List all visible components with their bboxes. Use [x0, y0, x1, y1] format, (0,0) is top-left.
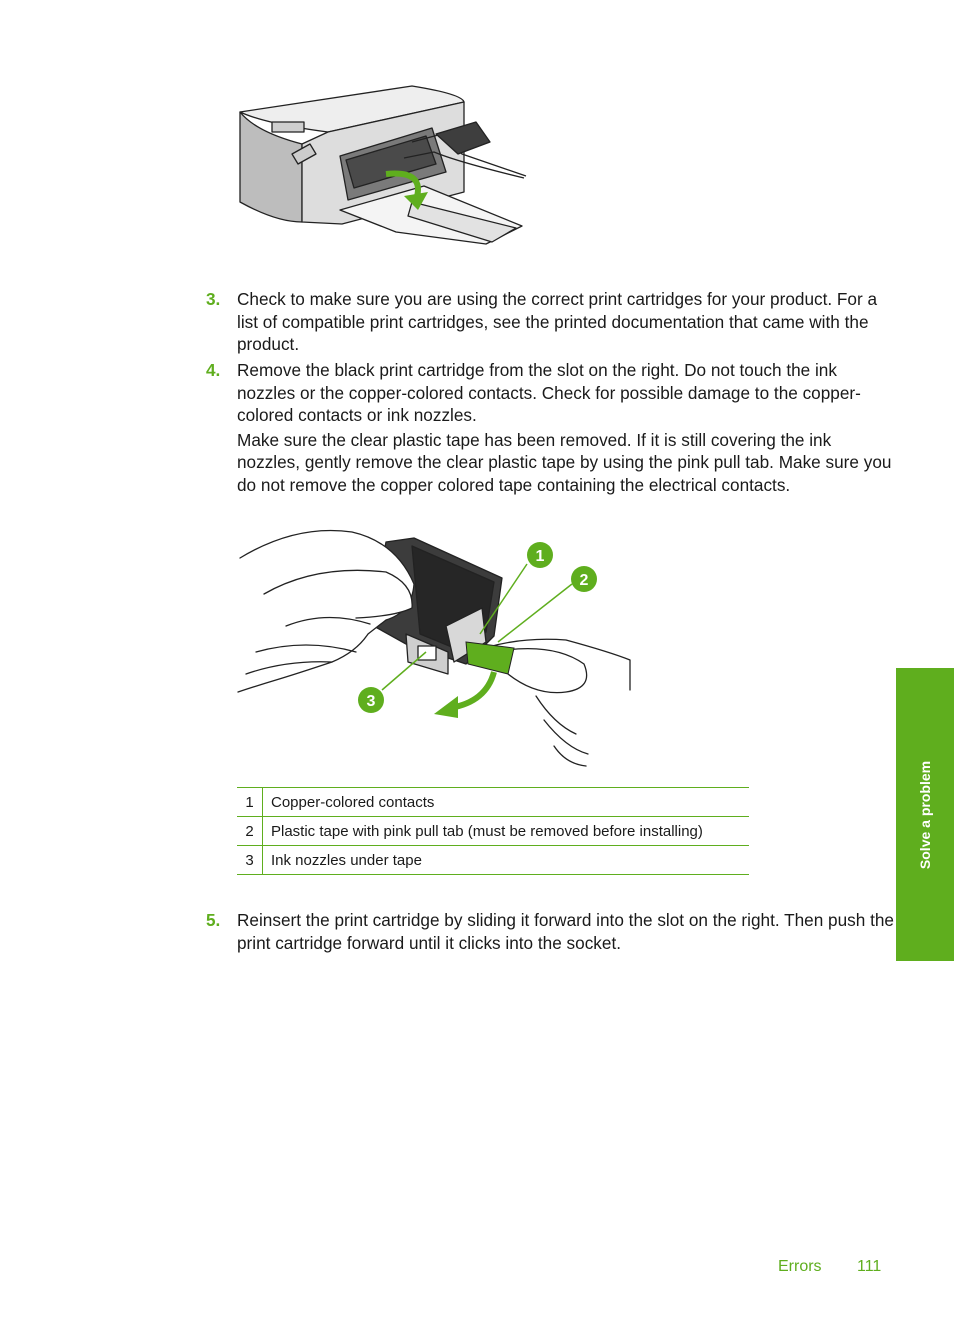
footer-page-number: 111: [857, 1258, 882, 1275]
step-4: [206, 359, 896, 496]
step-text: Make sure the clear plastic tape has been removed. If it is still covering the ink nozzles, gently remove the clear plastic tape by using the pink pull tab. Make sure you do not remove the copper colored tape containing the electrical contacts.: [237, 429, 892, 495]
callout-3: [358, 687, 384, 713]
legend-number: 3: [237, 846, 263, 875]
callout-number: 3: [366, 693, 376, 710]
table-row: [237, 846, 749, 875]
step-number: 4.: [206, 360, 221, 380]
step-text: Remove the black print cartridge from the slot on the right. Do not touch the ink nozzles or the copper-colored contacts. Check for possible damage to the copper-colored contacts or ink nozzles.: [237, 360, 861, 425]
printer-illustration: [236, 82, 528, 252]
callout-1: [527, 542, 553, 568]
callout-number: 2: [579, 572, 589, 589]
chapter-side-tab: [896, 668, 954, 961]
step-3: [206, 288, 896, 356]
legend-number: 1: [237, 788, 263, 817]
step-text: Reinsert the print cartridge by sliding it forward into the slot on the right. Then push the print cartridge forward until it clicks into the socket.: [237, 910, 894, 953]
step-number: 5.: [206, 910, 221, 930]
legend-number: 2: [237, 817, 263, 846]
legend-text: Plastic tape with pink pull tab (must be removed before installing): [263, 817, 750, 846]
footer-section: Errors: [778, 1258, 822, 1275]
callout-number: 1: [535, 548, 545, 565]
step-number: 3.: [206, 289, 221, 309]
callout-legend-table: [237, 787, 749, 875]
legend-text: Ink nozzles under tape: [263, 846, 750, 875]
step-text: Check to make sure you are using the correct print cartridges for your product. For a list of compatible print cartridges, see the printed documentation that came with the product.: [237, 289, 878, 354]
legend-text: Copper-colored contacts: [263, 788, 750, 817]
table-row: [237, 817, 749, 846]
step-5: [206, 909, 896, 954]
cartridge-illustration: [236, 524, 634, 768]
callout-2: [571, 566, 597, 592]
table-row: [237, 788, 749, 817]
chapter-side-tab-label: Solve a problem: [917, 760, 933, 869]
